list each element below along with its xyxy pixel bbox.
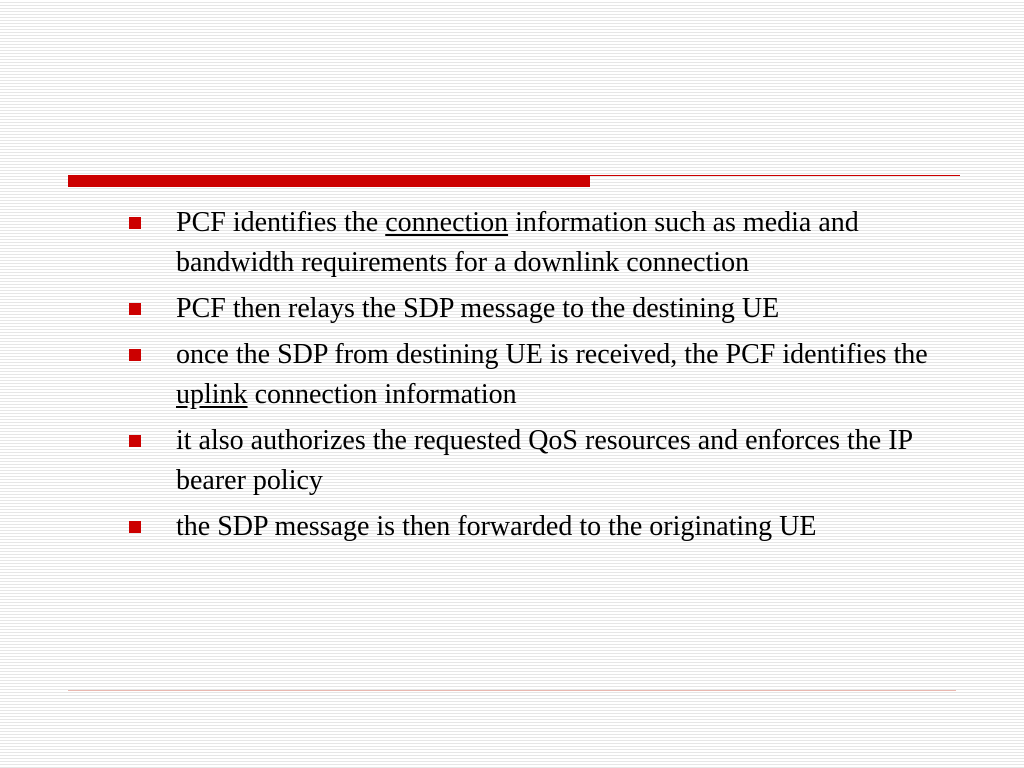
title-underline-thin xyxy=(590,175,960,176)
bullet-item xyxy=(128,203,958,283)
footer-divider xyxy=(68,690,956,691)
square-bullet-icon xyxy=(129,521,141,533)
bullet-text: it also authorizes the requested QoS resources and enforces the IP bearer policy xyxy=(176,425,913,496)
bullet-item xyxy=(128,335,958,415)
underlined-term: uplink xyxy=(176,379,248,410)
bullet-text-part: connection information xyxy=(247,379,517,410)
bullet-item xyxy=(128,421,958,501)
square-bullet-icon xyxy=(129,349,141,361)
bullet-text: the SDP message is then forwarded to the originating UE xyxy=(176,511,817,542)
bullet-text-part: information such as media and bandwidth requirements for a downlink connection xyxy=(176,207,859,278)
bullet-text: PCF then relays the SDP message to the destining UE xyxy=(176,293,780,324)
bullet-list xyxy=(128,203,958,553)
bullet-item xyxy=(128,289,958,329)
title-underline-thick xyxy=(68,175,590,187)
bullet-text-part: once the SDP from destining UE is received, the PCF identifies the xyxy=(176,339,928,370)
square-bullet-icon xyxy=(129,303,141,315)
underlined-term: connection xyxy=(385,207,509,238)
bullet-text xyxy=(176,339,928,410)
square-bullet-icon xyxy=(129,435,141,447)
bullet-item xyxy=(128,507,958,547)
bullet-text xyxy=(176,207,859,278)
square-bullet-icon xyxy=(129,217,141,229)
bullet-text-part: PCF identifies the xyxy=(176,207,386,238)
